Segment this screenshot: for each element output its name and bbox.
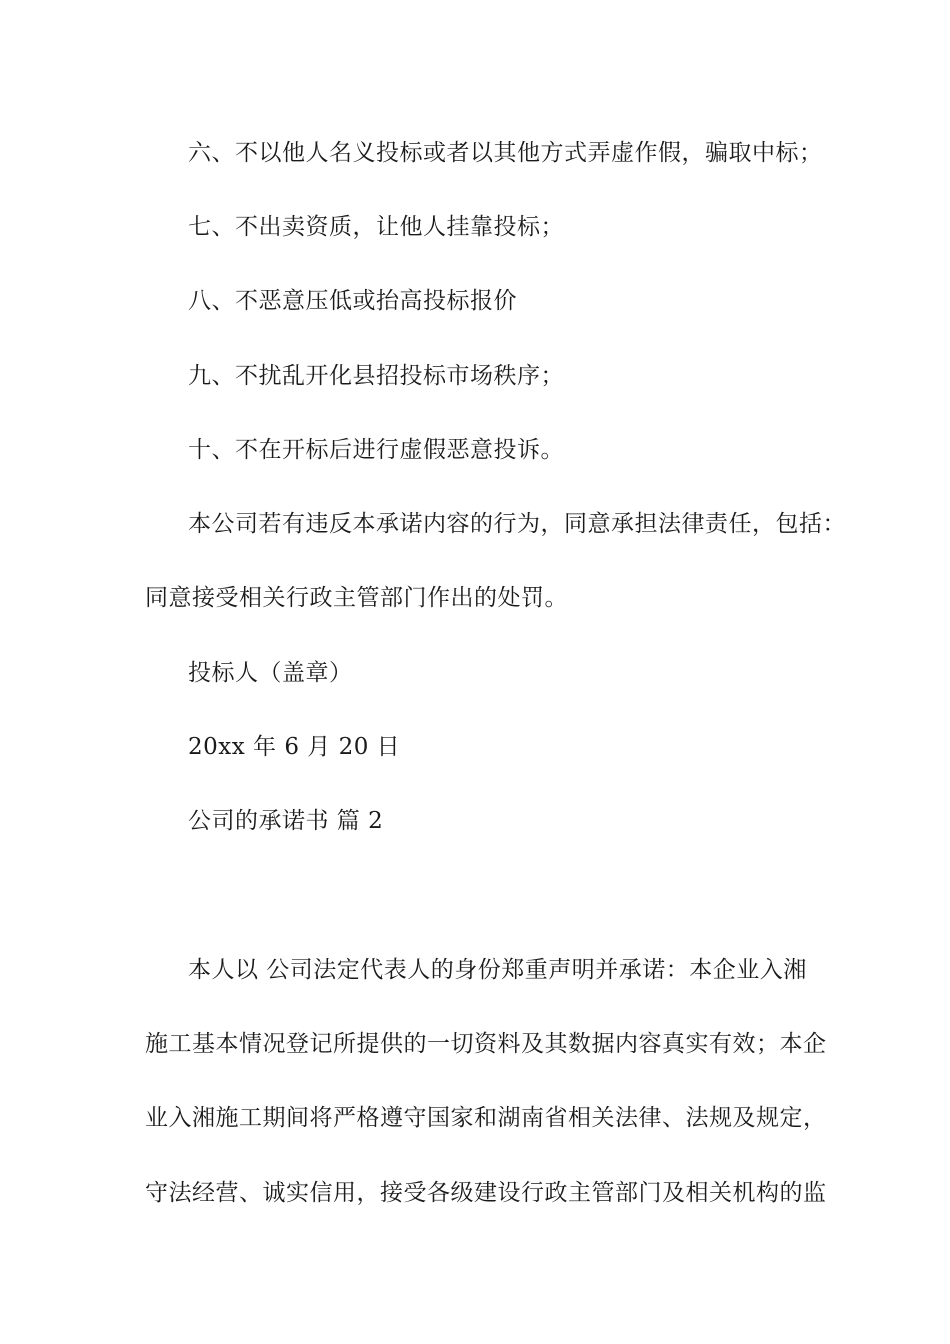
item-9: 九、不扰乱开化县招投标市场秩序； [188, 363, 564, 389]
paragraph-line-1: 本人以 公司法定代表人的身份郑重声明并承诺：本企业入湘 [188, 957, 807, 983]
section-2-heading: 公司的承诺书 篇 2 [188, 808, 384, 834]
liability-line-2: 同意接受相关行政主管部门作出的处罚。 [145, 585, 568, 611]
item-6: 六、不以他人名义投标或者以其他方式弄虚作假，骗取中标； [188, 140, 823, 166]
item-7: 七、不出卖资质，让他人挂靠投标； [188, 214, 564, 240]
item-8: 八、不恶意压低或抬高投标报价 [188, 288, 517, 314]
liability-line-1: 本公司若有违反本承诺内容的行为，同意承担法律责任，包括： [188, 511, 846, 537]
paragraph-line-3: 业入湘施工期间将严格遵守国家和湖南省相关法律、法规及规定， [145, 1105, 827, 1131]
paragraph-line-4: 守法经营、诚实信用，接受各级建设行政主管部门及相关机构的监 [145, 1180, 827, 1206]
paragraph-line-2: 施工基本情况登记所提供的一切资料及其数据内容真实有效；本企 [145, 1031, 827, 1057]
bidder-seal-label: 投标人（盖章） [188, 660, 353, 686]
item-10: 十、不在开标后进行虚假恶意投诉。 [188, 437, 564, 463]
signature-date: 20xx 年 6 月 20 日 [188, 734, 401, 760]
